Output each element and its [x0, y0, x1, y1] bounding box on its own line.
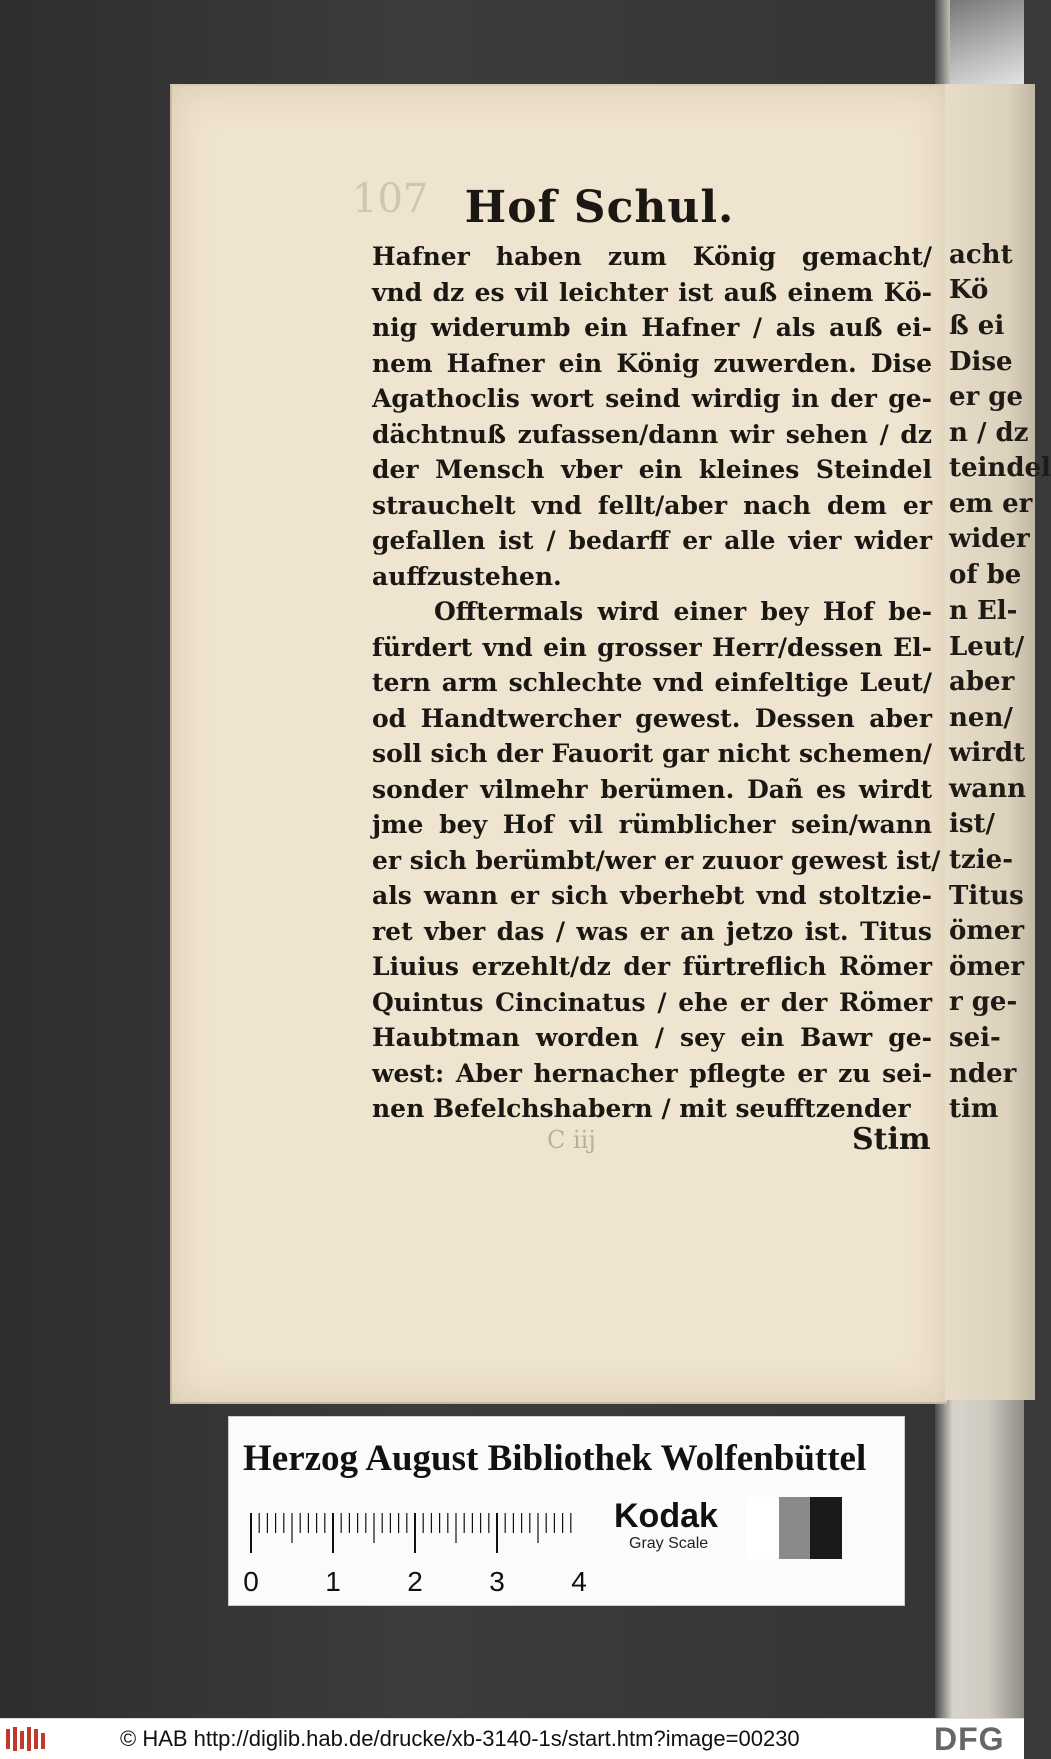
- facing-text-fragment: Leut/: [949, 632, 1025, 662]
- facing-text-fragment: acht: [949, 240, 1013, 270]
- text-line: als wann er sich vberhebt vnd stoltzie-: [372, 881, 932, 910]
- text-line: Hafner haben zum König gemacht/: [372, 242, 932, 271]
- text-line: gefallen ist / bedarff er alle vier wider: [372, 526, 932, 555]
- gray-swatches: [747, 1497, 842, 1559]
- facing-text-fragment: wann: [949, 774, 1027, 804]
- body-text: [372, 239, 941, 1127]
- facing-text-fragment: er ge: [949, 382, 1024, 412]
- facing-text-fragment: Dise: [949, 347, 1013, 377]
- text-line: fürdert vnd ein grosser Herr/dessen El-: [372, 632, 932, 662]
- facing-text-fragment: Kö: [949, 275, 989, 305]
- text-line: tern arm schlechte vnd einfeltige Leut/: [372, 668, 932, 697]
- text-line: vnd dz es vil leichter ist auß einem Kö-: [372, 277, 932, 307]
- gray-scale-label: Gray Scale: [629, 1535, 709, 1552]
- ruler-label: 3: [489, 1566, 505, 1597]
- facing-text-fragment: wider: [949, 524, 1030, 554]
- footer-bar: [0, 1718, 1024, 1759]
- text-line: Quintus Cincinatus / ehe er der Römer: [372, 987, 932, 1017]
- facing-text-fragment: Titus: [949, 881, 1024, 911]
- book-page: [170, 84, 947, 1404]
- facing-text-fragment: nen/: [949, 703, 1013, 733]
- text-line: nem Hafner ein König zuwerden. Dise: [372, 348, 932, 378]
- kodak-label: Kodak: [614, 1497, 718, 1535]
- scanner-edge-glare: [950, 0, 1024, 90]
- text-line: Offtermals wird einer bey Hof be-: [434, 597, 932, 626]
- facing-text-fragment: n / dz: [949, 418, 1029, 448]
- ruler-label: 2: [407, 1566, 423, 1597]
- text-line: Agathoclis wort seind wirdig in der ge-: [372, 384, 932, 413]
- catchword: Stim: [852, 1122, 931, 1157]
- facing-text-fragment: ß ei: [949, 311, 1005, 341]
- facing-text-fragment: ömer: [949, 916, 1025, 946]
- facing-text-fragment: of be: [949, 560, 1022, 590]
- text-line: ret vber das / was er an jetzo ist. Titus: [372, 916, 932, 946]
- text-line: sonder vilmehr berümen. Dañ es wirdt: [372, 774, 932, 804]
- text-line: soll sich der Fauorit gar nicht schemen/: [372, 739, 932, 768]
- facing-text-fragment: n El-: [949, 596, 1018, 626]
- text-line: od Handtwercher gewest. Dessen aber: [372, 703, 932, 733]
- gray-swatch: [810, 1497, 842, 1559]
- hab-logo-icon: [4, 1725, 48, 1753]
- facing-text-fragment: r ge-: [949, 987, 1018, 1017]
- ruler-scale: [243, 1505, 587, 1597]
- facing-text-fragment: aber: [949, 667, 1015, 697]
- text-line: der Mensch vber ein kleines Steindel: [372, 455, 932, 484]
- text-line: Liuius erzehlt/dz der fürtreflich Römer: [372, 952, 932, 981]
- text-line: jme bey Hof vil rümblicher sein/wann: [372, 810, 932, 839]
- ruler-label: 1: [325, 1566, 341, 1597]
- facing-page-edge: [945, 84, 1051, 1400]
- text-line: Haubtman worden / sey ein Bawr ge-: [372, 1023, 932, 1052]
- running-header: Hof Schul.: [464, 182, 735, 233]
- color-reference-card: [228, 1416, 905, 1606]
- text-line: strauchelt vnd fellt/aber nach dem er: [372, 490, 932, 520]
- facing-text-fragment: tzie-: [949, 845, 1013, 875]
- dfg-logo: DFG: [934, 1721, 1005, 1757]
- text-line: nig widerumb ein Hafner / als auß ei-: [372, 313, 932, 342]
- ruler-label: 4: [571, 1566, 587, 1597]
- ruler-label: 0: [243, 1566, 259, 1597]
- library-name: Herzog August Bibliothek Wolfenbüttel: [243, 1438, 867, 1479]
- bleed-through-mark: 107: [352, 176, 429, 222]
- facing-text-fragment: ist/: [949, 809, 996, 839]
- facing-text-fragment: teindel: [949, 453, 1051, 483]
- copyright-url: © HAB http://diglib.hab.de/drucke/xb-3140-1s/start.htm?image=00230: [120, 1726, 800, 1751]
- facing-text-fragment: ömer: [949, 952, 1025, 982]
- facing-text-fragment: sei-: [949, 1023, 1001, 1053]
- facing-text-fragment: em er: [949, 489, 1033, 519]
- text-line: dächtnuß zufassen/dann wir sehen / dz: [372, 419, 932, 449]
- signature-mark: C iij: [547, 1126, 596, 1154]
- gray-swatch: [779, 1497, 811, 1559]
- facing-text-fragment: tim: [949, 1094, 999, 1124]
- text-line: west: Aber hernacher pflegte er zu sei-: [372, 1058, 932, 1088]
- facing-text-fragment: wirdt: [949, 738, 1026, 768]
- text-line: er sich berümbt/wer er zuuor gewest ist/: [372, 845, 941, 875]
- facing-text-fragment: nder: [949, 1059, 1017, 1089]
- text-line: auffzustehen.: [372, 561, 562, 591]
- text-line: nen Befelchshabern / mit seufftzender: [372, 1094, 911, 1123]
- gray-swatch: [747, 1497, 779, 1559]
